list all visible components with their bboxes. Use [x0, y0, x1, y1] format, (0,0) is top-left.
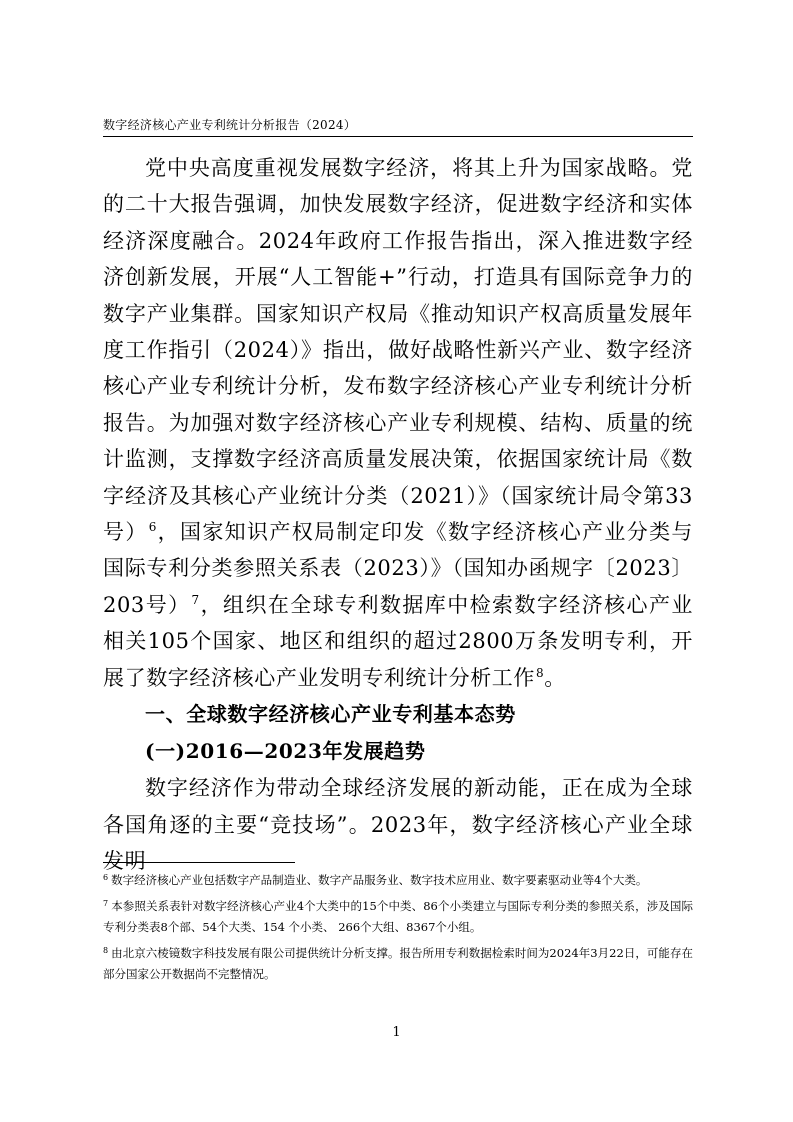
footnote-6 — [103, 870, 693, 891]
footnote-marker: 7 — [103, 899, 109, 908]
intro-text-part-3: ，组织在全球专利数据库中检索数字经济核心产业相关105个国家、地区和组织的超过2800万条发明专利，开展了数字经济核心产业发明专利统计分析工作 — [103, 592, 693, 690]
footnote-marker: 8 — [103, 946, 109, 955]
running-header: 数字经济核心产业专利统计分析报告（2024） — [103, 118, 357, 132]
section-heading: 一、全球数字经济核心产业专利基本态势 — [145, 702, 516, 727]
footnote-text: 数字经济核心产业包括数字产品制造业、数字产品服务业、数字技术应用业、数字要素驱动业等4个大类。 — [111, 873, 648, 887]
trend-paragraph: 数字经济作为带动全球经济发展的新动能，正在成为全球各国角逐的主要“竞技场”。2023年，数字经济核心产业全球发明 — [103, 776, 693, 873]
footnote-marker: 6 — [103, 873, 109, 882]
main-content — [103, 150, 693, 879]
footnote-7 — [103, 896, 693, 938]
footnote-text: 本参照关系表针对数字经济核心产业4个大类中的15个中类、86个小类建立与国际专利分类的参照关系，涉及国际专利分类表8个部、54个大类、154 个小类、 266个大组、8367个小组。 — [103, 899, 693, 934]
intro-text-part-4: 。 — [544, 665, 566, 690]
intro-paragraph — [103, 150, 693, 696]
footnote-divider — [103, 862, 295, 863]
intro-text-part-1: 党中央高度重视发展数字经济，将其上升为国家战略。党的二十大报告强调，加快发展数字经济，促进数字经济和实体经济深度融合。2024年政府工作报告指出，深入推进数字经济创新发展，开展“人工智能+”行动，打造具有国际竞争力的数字产业集群。国家知识产权局《推动知识产权高质量发展年度工作指引（2024）》指出，做好战略性新兴产业、数字经济核心产业专利统计分析，发布数字经济核心产业专利统计分析报告。为加强对数字经济核心产业专利规模、结构、质量的统计监测，支撑数字经济高质量发展决策，依据国家统计局《数字经济及其核心产业统计分类（2021）》（国家统计局令第33号） — [103, 156, 693, 545]
intro-text-part-2: ，国家知识产权局制定印发《数字经济核心产业分类与国际专利分类参照关系表（2023）》（国知办函规字〔2023〕203号） — [103, 520, 694, 617]
footnotes — [103, 870, 693, 990]
footnote-text: 由北京六棱镜数字科技发展有限公司提供统计分析支撑。报告所用专利数据检索时间为2024年3月22日，可能存在部分国家公开数据尚不完整情况。 — [103, 946, 693, 981]
header-divider — [103, 136, 693, 137]
footnote-8 — [103, 943, 693, 985]
footnote-ref-8[interactable]: 8 — [536, 665, 545, 680]
footnote-ref-6[interactable]: 6 — [148, 520, 157, 535]
footnote-ref-7[interactable]: 7 — [191, 592, 200, 607]
subsection-heading: (一)2016—2023年发展趋势 — [145, 739, 426, 764]
page-number: 1 — [392, 1025, 401, 1040]
